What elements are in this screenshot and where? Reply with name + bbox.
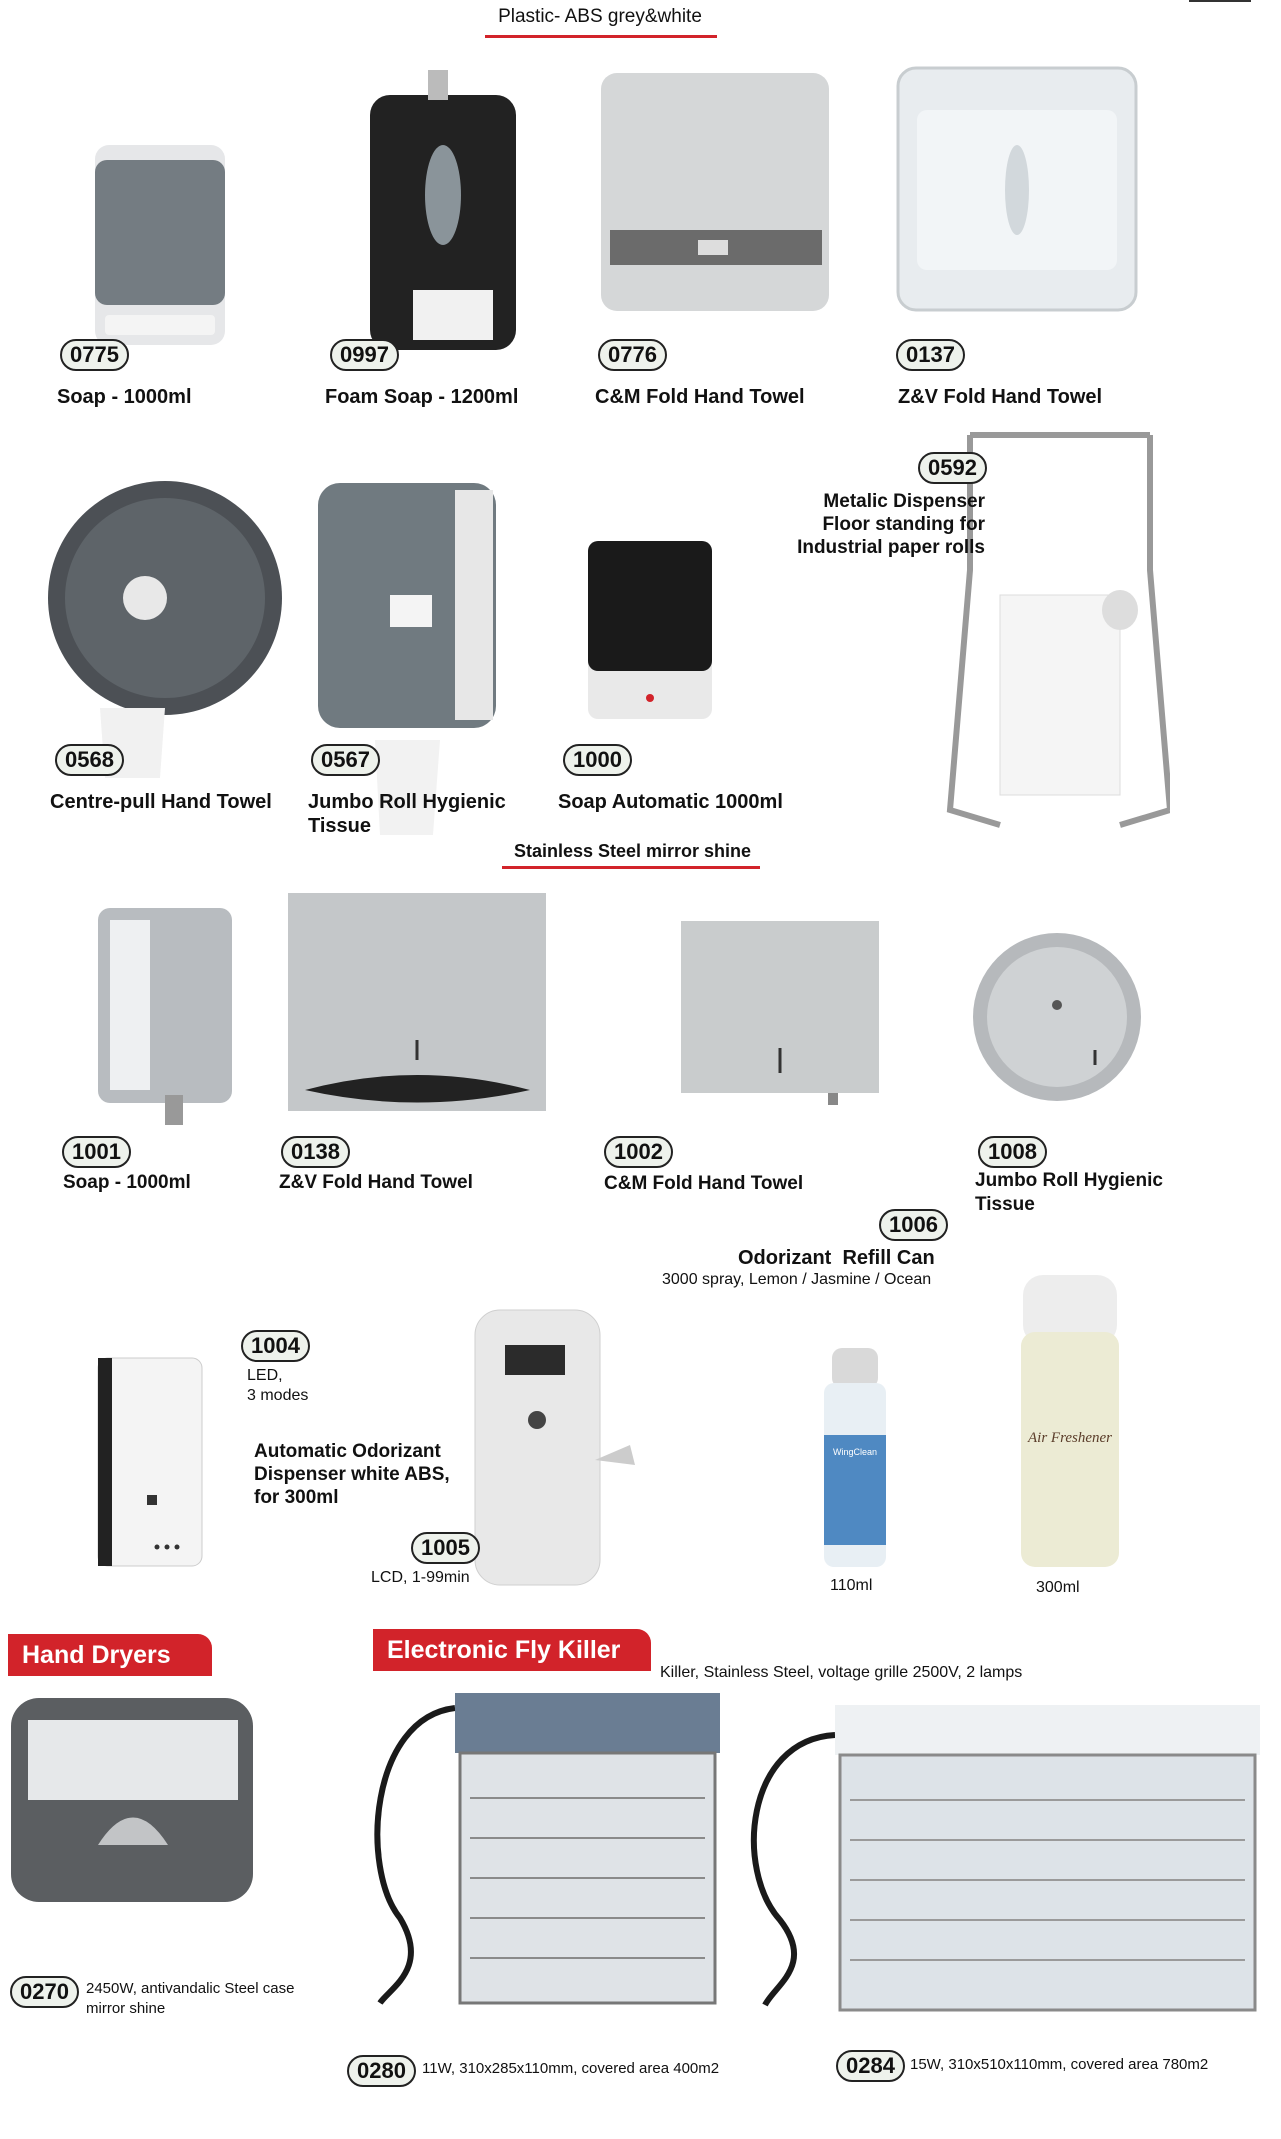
- refill-can-110-image: [818, 1345, 893, 1570]
- product-label-0138: Z&V Fold Hand Towel: [279, 1172, 473, 1193]
- fly-killer-0280-desc: 11W, 310x285x110mm, covered area 400m2: [422, 2060, 720, 2077]
- steel-cm-towel-1002-image: [678, 918, 883, 1108]
- product-label-0775: Soap - 1000ml: [57, 386, 192, 408]
- led-dispenser-1004-image: [95, 1355, 205, 1570]
- centre-pull-0568-image: [45, 478, 285, 783]
- product-code-0568: 0568: [55, 744, 124, 776]
- product-label-1008: Jumbo Roll Hygienic Tissue: [975, 1170, 1163, 1215]
- refill-can-300-image: [1015, 1272, 1125, 1570]
- product-code-1002: 1002: [604, 1136, 673, 1168]
- product-code-1001: 1001: [62, 1136, 131, 1168]
- can-small-label: 110ml: [830, 1577, 873, 1594]
- jumbo-roll-0567-image: [315, 480, 500, 840]
- led-desc-line1: LED,: [247, 1367, 283, 1384]
- product-code-1004: 1004: [241, 1330, 310, 1362]
- hand-dryer-0270-image: [8, 1695, 256, 1905]
- product-code-0270: 0270: [10, 1976, 79, 2008]
- product-label-0776: C&M Fold Hand Towel: [595, 386, 805, 408]
- product-code-1006: 1006: [879, 1209, 948, 1241]
- fly-killer-0284-desc: 15W, 310x510x110mm, covered area 780m2: [910, 2056, 1209, 2073]
- led-desc-line2: 3 modes: [247, 1387, 309, 1404]
- product-label-0568: Centre-pull Hand Towel: [50, 791, 272, 813]
- dryer-desc-line1: 2450W, antivandalic Steel case: [86, 1980, 295, 1997]
- refill-can-desc: 3000 spray, Lemon / Jasmine / Ocean: [662, 1271, 932, 1288]
- large-can-brand: Air Freshener: [1027, 1430, 1113, 1446]
- fly-killer-0280-image: [360, 1688, 730, 2018]
- lcd-desc: LCD, 1-99min: [371, 1569, 470, 1586]
- fly-killer-banner: Electronic Fly Killer: [373, 1629, 651, 1671]
- steel-zv-towel-0138-image: [285, 890, 550, 1115]
- product-label-0137: Z&V Fold Hand Towel: [898, 386, 1103, 408]
- top-rule: [1189, 0, 1251, 2]
- lcd-dispenser-1005-image: [470, 1305, 640, 1590]
- section-title-plastic: Plastic- ABS grey&white: [498, 6, 702, 27]
- product-code-0776: 0776: [598, 339, 667, 371]
- product-code-0567: 0567: [311, 744, 380, 776]
- hand-dryers-banner: Hand Dryers: [8, 1634, 212, 1676]
- section-title-stainless: Stainless Steel mirror shine: [513, 841, 752, 861]
- product-code-0137: 0137: [896, 339, 965, 371]
- product-code-0997: 0997: [330, 339, 399, 371]
- soap-dispenser-0775-image: [90, 140, 230, 350]
- cm-fold-towel-0776-image: [598, 70, 833, 315]
- section-underline-stainless: [502, 866, 760, 869]
- product-label-0567: Jumbo Roll Hygienic Tissue: [308, 791, 506, 837]
- soap-automatic-1000-image: [585, 538, 715, 723]
- product-label-1000: Soap Automatic 1000ml: [558, 791, 783, 813]
- fly-killer-0284-image: [735, 1700, 1265, 2020]
- steel-soap-1001-image: [95, 905, 235, 1130]
- product-label-1001: Soap - 1000ml: [63, 1172, 191, 1193]
- zv-fold-towel-0137-image: [895, 65, 1140, 315]
- product-code-1000: 1000: [563, 744, 632, 776]
- product-code-1005: 1005: [411, 1532, 480, 1564]
- product-label-0592: Metalic Dispenser Floor standing for Industrial paper rolls: [797, 491, 985, 558]
- product-code-0280: 0280: [347, 2055, 416, 2087]
- can-large-label: 300ml: [1036, 1579, 1080, 1596]
- product-code-0775: 0775: [60, 339, 129, 371]
- product-code-0138: 0138: [281, 1136, 350, 1168]
- fly-killer-desc: Killer, Stainless Steel, voltage grille 2500V, 2 lamps: [660, 1664, 1023, 1681]
- product-label-0997: Foam Soap - 1200ml: [325, 386, 519, 408]
- refill-can-title: Odorizant Refill Can: [738, 1247, 935, 1269]
- product-code-0592: 0592: [918, 452, 987, 484]
- small-can-brand: WingClean: [832, 1447, 878, 1457]
- automatic-odorizant-desc: Automatic Odorizant Dispenser white ABS, for 300ml: [254, 1441, 450, 1508]
- product-label-1002: C&M Fold Hand Towel: [604, 1173, 804, 1194]
- dryer-desc-line2: mirror shine: [86, 2000, 166, 2017]
- section-underline-plastic: [485, 35, 717, 38]
- steel-jumbo-roll-1008-image: [970, 930, 1145, 1105]
- product-code-1008: 1008: [978, 1136, 1047, 1168]
- product-code-0284: 0284: [836, 2050, 905, 2082]
- foam-soap-0997-image: [368, 65, 518, 355]
